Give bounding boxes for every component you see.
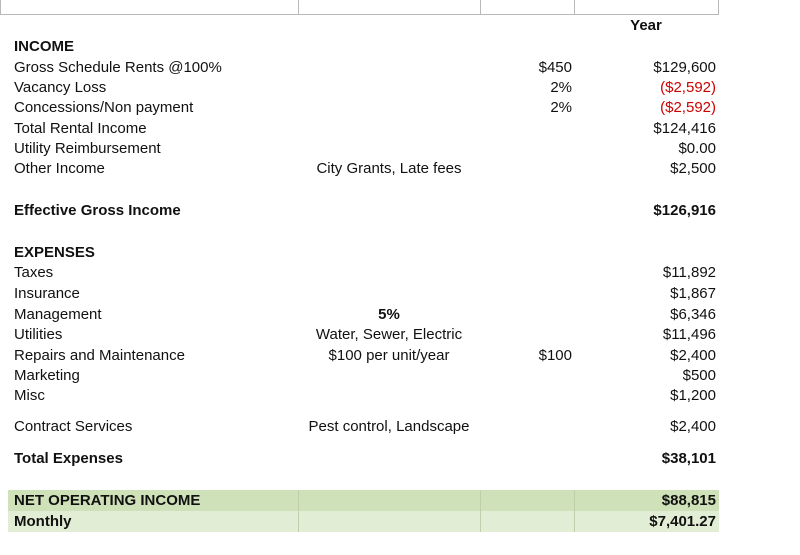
net-operating-income-amount: $88,815 xyxy=(661,492,716,509)
column-divider xyxy=(574,490,575,532)
row-amount-negative: ($2,592) xyxy=(660,99,716,116)
row-label: Utilities xyxy=(14,326,63,343)
total-expenses-amount: $38,101 xyxy=(661,450,716,467)
row-amount: $500 xyxy=(682,367,716,384)
row-note: City Grants, Late fees xyxy=(316,160,462,177)
row-amount: $11,496 xyxy=(662,326,716,343)
row-note: Water, Sewer, Electric xyxy=(315,326,463,343)
row-note: $100 per unit/year xyxy=(328,347,450,364)
monthly-label: Monthly xyxy=(14,513,72,530)
row-amount: $0.00 xyxy=(678,140,716,157)
row-amount: $2,400 xyxy=(670,418,716,435)
column-divider xyxy=(298,0,299,15)
row-label: Gross Schedule Rents @100% xyxy=(14,59,222,76)
column-divider xyxy=(480,490,481,532)
row-label: Concessions/Non payment xyxy=(14,99,194,116)
row-note: 5% xyxy=(378,306,400,323)
row-amount: $129,600 xyxy=(653,59,716,76)
row-amount: $11,892 xyxy=(662,264,716,281)
column-divider xyxy=(574,0,575,15)
effective-gross-income-amount: $126,916 xyxy=(653,202,716,219)
table-top-border xyxy=(0,0,720,16)
row-amount-negative: ($2,592) xyxy=(660,79,716,96)
effective-gross-income-label: Effective Gross Income xyxy=(14,202,181,219)
net-operating-income-label: NET OPERATING INCOME xyxy=(14,492,201,509)
column-divider xyxy=(0,0,1,15)
row-label: Vacancy Loss xyxy=(14,79,107,96)
row-label: Management xyxy=(14,306,102,323)
monthly-amount: $7,401.27 xyxy=(649,513,716,530)
row-label: Other Income xyxy=(14,160,105,177)
row-amount: $2,500 xyxy=(670,160,716,177)
header-underline xyxy=(0,14,719,15)
row-label: Total Rental Income xyxy=(14,120,147,137)
row-label: Contract Services xyxy=(14,418,133,435)
row-label: Repairs and Maintenance xyxy=(14,347,185,364)
row-label: Marketing xyxy=(14,367,80,384)
row-amount: $2,400 xyxy=(670,347,716,364)
income-heading: INCOME xyxy=(14,38,74,55)
row-rate: 2% xyxy=(550,79,572,96)
row-amount: $1,200 xyxy=(670,387,716,404)
row-rate: $100 xyxy=(538,347,572,364)
total-expenses-label: Total Expenses xyxy=(14,450,123,467)
column-divider xyxy=(480,0,481,15)
row-amount: $1,867 xyxy=(670,285,716,302)
row-label: Insurance xyxy=(14,285,80,302)
expenses-heading: EXPENSES xyxy=(14,244,95,261)
column-divider xyxy=(718,0,719,15)
row-note: Pest control, Landscape xyxy=(308,418,470,435)
row-rate: $450 xyxy=(538,59,572,76)
row-label: Utility Reimbursement xyxy=(14,140,161,157)
row-rate: 2% xyxy=(550,99,572,116)
row-amount: $124,416 xyxy=(653,120,716,137)
row-label: Misc xyxy=(14,387,45,404)
year-column-header: Year xyxy=(630,17,662,34)
row-label: Taxes xyxy=(14,264,54,281)
row-amount: $6,346 xyxy=(670,306,716,323)
column-divider xyxy=(298,490,299,532)
